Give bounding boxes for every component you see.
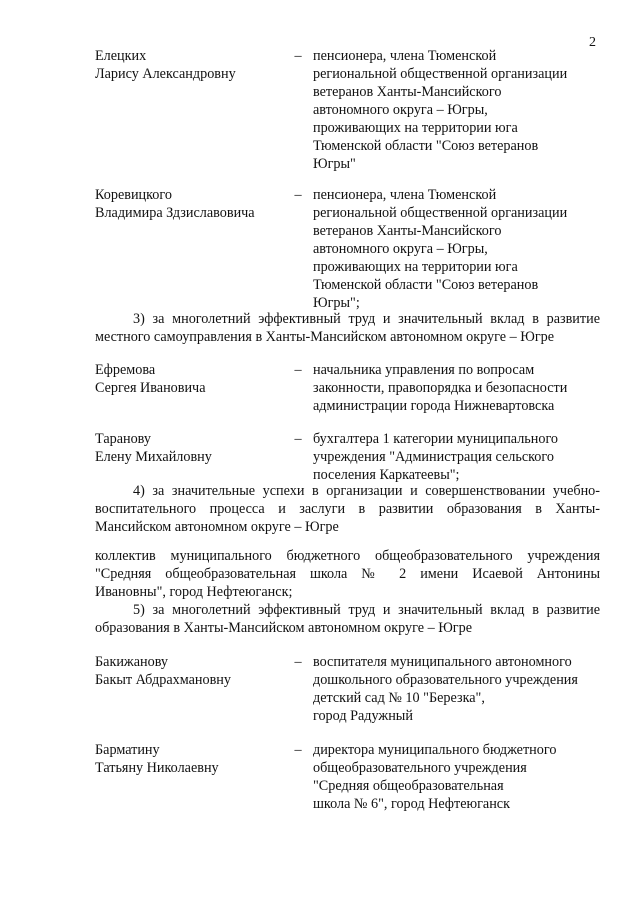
surname: Коревицкого [95, 187, 172, 203]
given-names: Бакыт Абдрахмановну [95, 672, 231, 688]
desc-line: директора муниципального бюджетного [313, 742, 557, 758]
collective-paragraph [95, 547, 600, 601]
desc-line: региональной общественной организации [313, 66, 568, 82]
desc-line: воспитателя муниципального автономного [313, 654, 572, 670]
desc-line: школа № 6", город Нефтеюганск [313, 796, 510, 812]
paragraph-line: коллектив муниципального бюджетного общеобразовательного учреждения [95, 548, 600, 564]
desc-line: проживающих на территории юга [313, 120, 518, 136]
section-3-paragraph [95, 310, 600, 346]
paragraph-line: Мансийском автономном округе – Югре [95, 519, 339, 535]
dash-separator: – [294, 654, 302, 670]
desc-line: региональной общественной организации [313, 205, 568, 221]
paragraph-line: воспитательного процесса и заслуги в развитии образования в Ханты- [95, 501, 600, 517]
person-description [313, 361, 603, 415]
desc-line: общеобразовательного учреждения [313, 760, 527, 776]
desc-line: пенсионера, члена Тюменской [313, 187, 497, 203]
desc-line: начальника управления по вопросам [313, 362, 535, 378]
page-number: 2 [589, 35, 596, 50]
dash-separator: – [294, 187, 302, 203]
section-4-paragraph [95, 482, 600, 536]
desc-line: администрации города Нижневартовска [313, 398, 555, 414]
surname: Бакижанову [95, 654, 169, 670]
desc-line: детский сад № 10 "Березка", [313, 690, 485, 706]
desc-line: пенсионера, члена Тюменской [313, 48, 497, 64]
dash-separator: – [294, 362, 302, 378]
paragraph-line: "Средняя общеобразовательная школа № 2 имени Исаевой Антонины [95, 566, 600, 582]
person-description [313, 741, 603, 813]
paragraph-line: Ивановны", город Нефтеюганск; [95, 584, 293, 600]
surname: Таранову [95, 431, 151, 447]
paragraph-line: местного самоуправления в Ханты-Мансийском автономном округе – Югре [95, 329, 555, 345]
desc-line: автономного округа – Югры, [313, 102, 488, 118]
given-names: Татьяну Николаевну [95, 760, 219, 776]
person-name [95, 361, 285, 397]
desc-line: Югры" [313, 156, 356, 172]
surname: Ефремова [95, 362, 156, 378]
person-description [313, 47, 603, 173]
person-name [95, 741, 285, 777]
given-names: Владимира Здзиславовича [95, 205, 255, 221]
given-names: Ларису Александровну [95, 66, 236, 82]
person-description [313, 430, 603, 484]
paragraph-line: 4) за значительные успехи в организации и совершенствовании учебно- [133, 483, 600, 499]
desc-line: автономного округа – Югры, [313, 241, 488, 257]
dash-separator: – [294, 431, 302, 447]
person-description [313, 186, 603, 312]
desc-line: Югры"; [313, 295, 360, 311]
surname: Барматину [95, 742, 160, 758]
desc-line: ветеранов Ханты-Мансийского [313, 223, 502, 239]
person-name [95, 430, 285, 466]
desc-line: дошкольного образовательного учреждения [313, 672, 578, 688]
person-name [95, 186, 285, 222]
desc-line: Тюменской области "Союз ветеранов [313, 277, 539, 293]
person-name [95, 653, 285, 689]
paragraph-line: образования в Ханты-Мансийском автономном округе – Югре [95, 620, 473, 636]
section-5-paragraph [95, 601, 600, 637]
person-description [313, 653, 603, 725]
desc-line: "Средняя общеобразовательная [313, 778, 504, 794]
dash-separator: – [294, 48, 302, 64]
desc-line: проживающих на территории юга [313, 259, 518, 275]
desc-line: учреждения "Администрация сельского [313, 449, 554, 465]
given-names: Елену Михайловну [95, 449, 212, 465]
paragraph-line: 3) за многолетний эффективный труд и значительный вклад в развитие [133, 311, 600, 327]
dash-separator: – [294, 742, 302, 758]
desc-line: бухгалтера 1 категории муниципального [313, 431, 559, 447]
desc-line: Тюменской области "Союз ветеранов [313, 138, 539, 154]
surname: Елецких [95, 48, 147, 64]
desc-line: поселения Каркатеевы"; [313, 467, 460, 483]
given-names: Сергея Ивановича [95, 380, 206, 396]
desc-line: законности, правопорядка и безопасности [313, 380, 568, 396]
desc-line: город Радужный [313, 708, 413, 724]
paragraph-line: 5) за многолетний эффективный труд и значительный вклад в развитие [133, 602, 600, 618]
person-name [95, 47, 285, 83]
desc-line: ветеранов Ханты-Мансийского [313, 84, 502, 100]
